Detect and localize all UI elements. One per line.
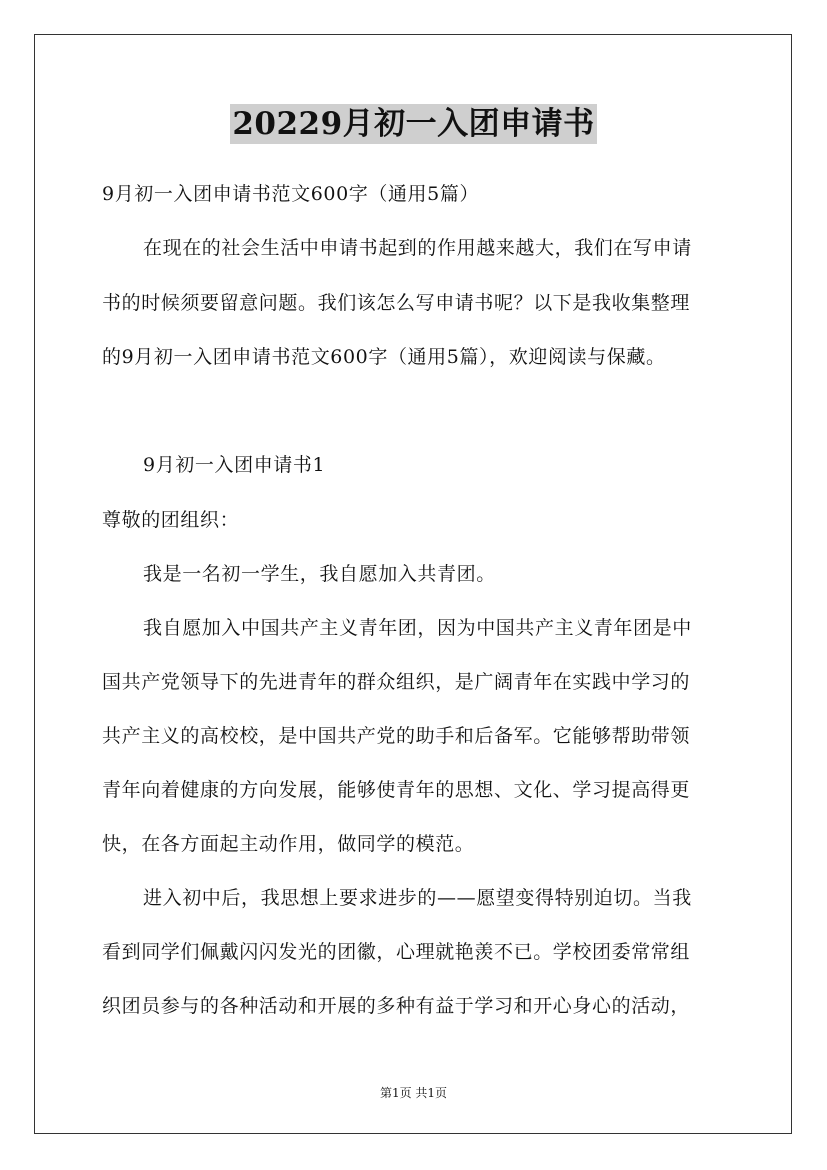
title-container xyxy=(0,104,827,144)
intro-line-1: 在现在的社会生活中申请书起到的作用越来越大，我们在写申请 xyxy=(143,237,692,259)
body-line-6: 快，在各方面起主动作用，做同学的模范。 xyxy=(102,833,475,855)
intro-line-3: 的9月初一入团申请书范文600字（通用5篇），欢迎阅读与保藏。 xyxy=(102,346,666,368)
body-line-4: 共产主义的高校校，是中国共产党的助手和后备军。它能够帮助带领 xyxy=(102,725,691,747)
section-heading: 9月初一入团申请书1 xyxy=(143,454,326,476)
intro-line-2: 书的时候须要留意问题。我们该怎么写申请书呢？以下是我收集整理 xyxy=(102,292,691,314)
body-line-7: 进入初中后，我思想上要求进步的——愿望变得特别迫切。当我 xyxy=(143,887,692,909)
salutation: 尊敬的团组织： xyxy=(102,509,240,531)
body-line-3: 国共产党领导下的先进青年的群众组织，是广阔青年在实践中学习的 xyxy=(102,671,691,693)
body-line-9: 织团员参与的各种活动和开展的多种有益于学习和开心身心的活动， xyxy=(102,995,691,1017)
body-line-1: 我是一名初一学生，我自愿加入共青团。 xyxy=(143,563,496,585)
page-footer: 第1页 共1页 xyxy=(379,1086,448,1100)
body-line-2: 我自愿加入中国共产主义青年团，因为中国共产主义青年团是中 xyxy=(143,617,692,639)
body-line-5: 青年向着健康的方向发展，能够使青年的思想、文化、学习提高得更 xyxy=(102,779,691,801)
body-line-8: 看到同学们佩戴闪闪发光的团徽，心理就艳羡不已。学校团委常常组 xyxy=(102,941,691,963)
document-subtitle: 9月初一入团申请书范文600字（通用5篇） xyxy=(102,183,480,205)
document-title: 20229月初一入团申请书 xyxy=(232,106,595,142)
